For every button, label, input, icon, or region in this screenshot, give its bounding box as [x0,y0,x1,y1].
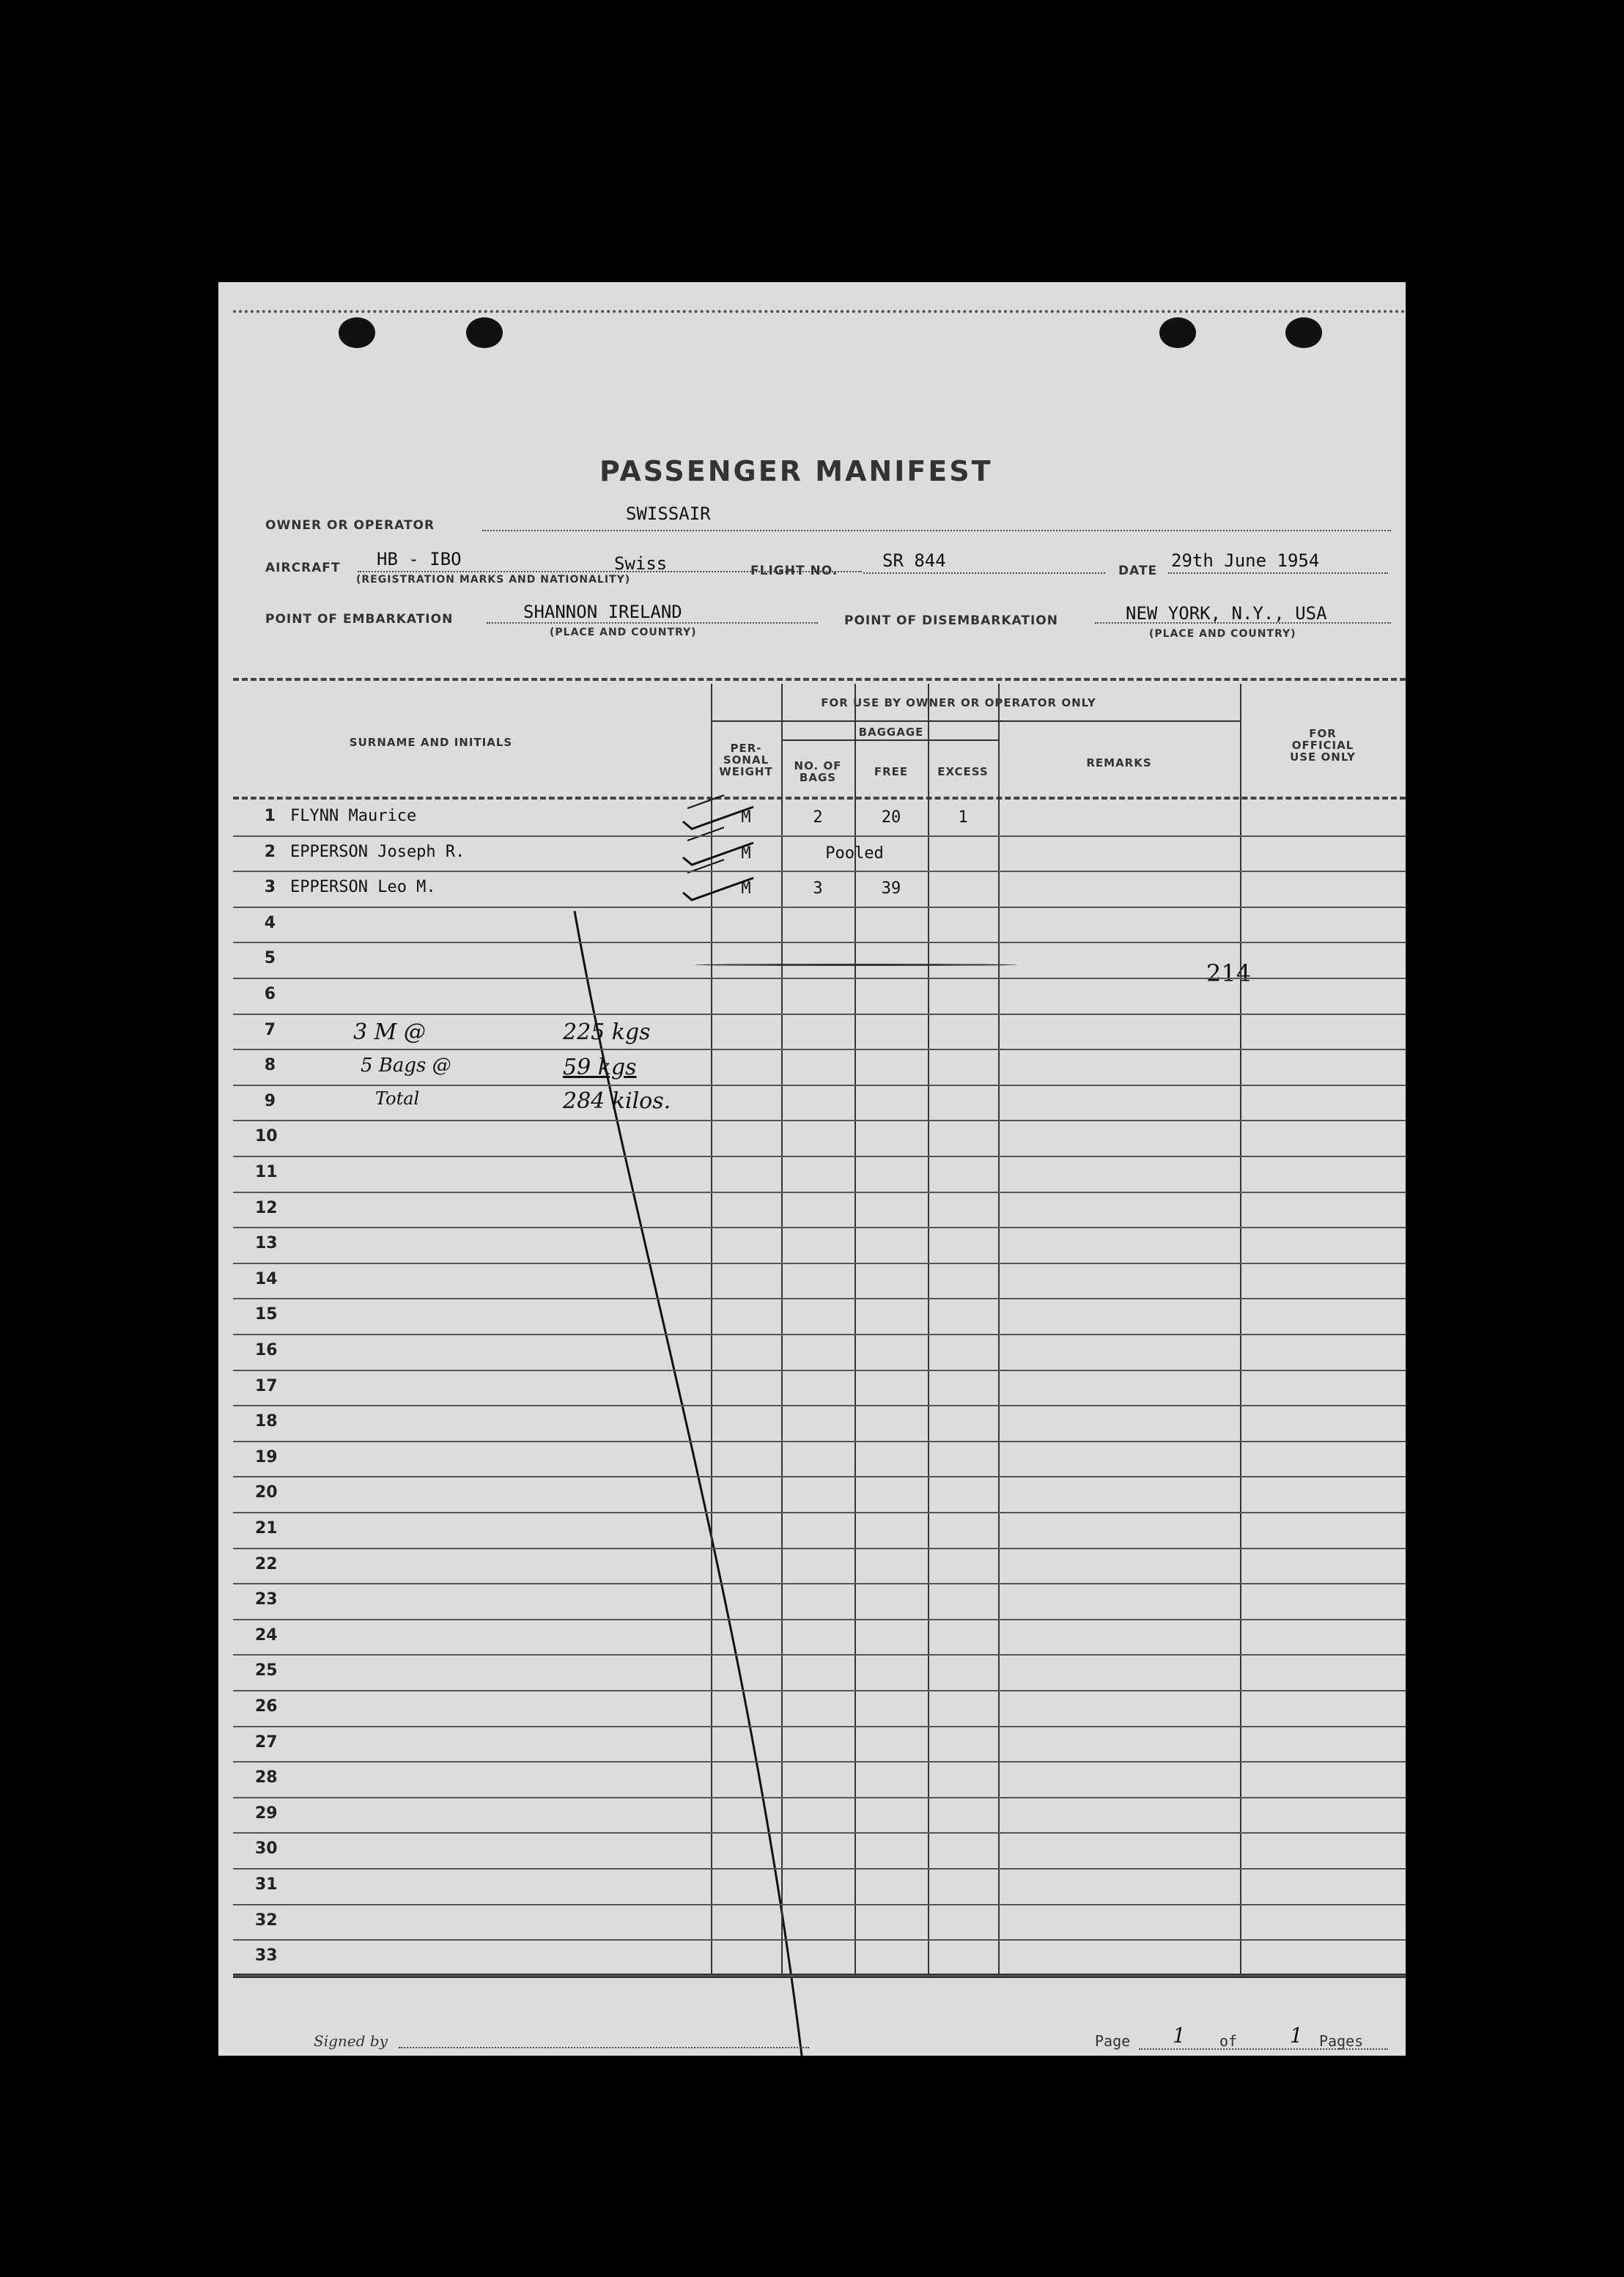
row-number: 9 [264,1091,276,1110]
table-row-line [233,1832,1406,1834]
row-number: 26 [255,1697,278,1716]
row-number: 13 [255,1234,278,1253]
table-row-line [233,1085,1406,1086]
table-row-line [233,1120,1406,1121]
table-row-line [233,1512,1406,1513]
table-row-line [233,1797,1406,1798]
remarks-header: REMARKS [1086,756,1152,770]
row-number: 29 [255,1804,278,1823]
passenger-name: EPPERSON Joseph R. [290,842,465,861]
column-divider [781,684,783,1974]
row-number: 31 [255,1875,278,1894]
excess-header: EXCESS [937,765,989,778]
table-row-line [233,871,1406,872]
row-number: 10 [255,1127,278,1146]
row-number: 3 [264,878,276,897]
aircraft-label: AIRCRAFT [265,561,341,575]
row-number: 16 [255,1341,278,1359]
row-number: 19 [255,1447,278,1466]
table-row-line [233,1939,1406,1941]
page-number: 1 [1173,2023,1186,2048]
hand-line2-right: 59 kgs [563,1055,637,1080]
row-number: 1 [264,807,276,825]
table-row-line [233,1263,1406,1264]
table-row-line [233,1583,1406,1584]
row-number: 5 [264,949,276,968]
table-row-line [233,978,1406,979]
cell-weight: M [741,808,751,827]
free-header: FREE [874,765,909,778]
check-mark-icon [680,838,761,868]
row-number: 25 [255,1661,278,1680]
date-label: DATE [1118,564,1158,578]
cell-free: 20 [881,808,901,827]
table-row-line [233,1405,1406,1406]
nationality-value: Swiss [614,553,668,574]
row-number: 28 [255,1768,278,1787]
hand-line1-right: 225 kgs [563,1019,651,1045]
cell-free: 39 [881,879,901,898]
cell-weight: M [741,879,751,898]
table-row-line [233,1192,1406,1193]
cell-weight: M [741,844,751,863]
row-number: 21 [255,1519,278,1538]
table-row-line [233,1975,1406,1977]
table-row-line [233,1476,1406,1477]
column-divider [1240,684,1241,1974]
table-row-line [233,1370,1406,1371]
table-row-line [233,907,1406,908]
cell-bags: 3 [813,879,823,898]
bags-header: NO. OF BAGS [794,759,842,784]
pages-label: Pages [1319,2032,1364,2050]
row-number: 32 [255,1911,278,1930]
table-row-line [233,1761,1406,1763]
row-number: 20 [255,1483,278,1502]
signed-by-label: Signed by [314,2032,388,2050]
row-number: 18 [255,1412,278,1431]
column-divider [855,684,856,1974]
owner-label: OWNER OR OPERATOR [265,518,435,533]
embarkation-label: POINT OF EMBARKATION [265,612,454,627]
registration-value: HB - IBO [377,549,462,569]
disembarkation-value: NEW YORK, N.Y., USA [1126,603,1327,624]
table-row-line [233,1014,1406,1015]
table-row-line [233,1654,1406,1656]
hand-line3-left: Total [375,1088,420,1109]
table-row-line [233,1441,1406,1442]
owner-use-header: FOR USE BY OWNER OR OPERATOR ONLY [821,696,1096,709]
flight-number-value: SR 844 [882,550,946,571]
cancellation-stroke [218,282,1406,2056]
of-label: of [1219,2032,1238,2050]
row-number: 23 [255,1590,278,1609]
surname-header: SURNAME AND INITIALS [349,736,513,749]
row-number: 11 [255,1163,278,1181]
table-row-line [233,1690,1406,1691]
page-total: 1 [1290,2023,1303,2048]
table-row-line [233,942,1406,943]
row-number: 4 [264,913,276,932]
passenger-name: EPPERSON Leo M. [290,878,436,897]
row-number: 33 [255,1946,278,1966]
embarkation-sublabel: (PLACE AND COUNTRY) [550,627,697,638]
flight-label: FLIGHT NO. [750,564,838,578]
hand-line2-left: 5 Bags @ [361,1055,451,1077]
owner-value: SWISSAIR [626,503,711,524]
row-number: 27 [255,1732,278,1752]
table-row-line [233,1726,1406,1727]
embarkation-value: SHANNON IRELAND [523,602,682,622]
row-number: 12 [255,1198,278,1217]
cell-bags: 2 [813,808,823,827]
table-row-line [233,1298,1406,1299]
page-label: Page [1095,2032,1131,2050]
column-divider [998,684,1000,1974]
table-row-line [233,1049,1406,1050]
page-line [1139,2048,1388,2050]
row-number: 6 [264,985,276,1003]
baggage-header: BAGGAGE [858,726,924,739]
check-mark-icon [680,874,761,903]
table-row-line [233,1227,1406,1228]
row-number: 8 [264,1056,276,1075]
table-row-line [233,1619,1406,1620]
row-number: 22 [255,1554,278,1573]
cell-bags: Pooled [825,844,884,863]
table-row-line [233,1548,1406,1549]
table-row-line [233,835,1406,837]
column-divider [928,684,929,1974]
row-number: 14 [255,1269,278,1288]
aircraft-sublabel: (REGISTRATION MARKS AND NATIONALITY) [356,574,631,586]
row-number: 30 [255,1839,278,1859]
table-row-line [233,1156,1406,1157]
row-number: 2 [264,842,276,861]
table-row-line [233,1868,1406,1870]
official-use-header: FOR OFFICIAL USE ONLY [1290,727,1356,764]
hand-line1-left: 3 M @ [353,1019,426,1045]
passenger-name: FLYNN Maurice [290,807,417,825]
signature-line [399,2047,809,2048]
table-row-line [233,1904,1406,1905]
manifest-sheet [218,282,1406,2056]
cell-excess: 1 [958,808,968,827]
remarks-total: 214 [1206,959,1252,987]
disembarkation-sublabel: (PLACE AND COUNTRY) [1149,628,1296,640]
check-mark-icon [680,802,761,832]
hand-line3-right: 284 kilos. [563,1088,671,1114]
row-number: 15 [255,1305,278,1324]
table-row-line [233,1334,1406,1335]
personal-weight-header: PER- SONAL WEIGHT [719,742,773,778]
page-title: PASSENGER MANIFEST [599,455,993,487]
disembarkation-label: POINT OF DISEMBARKATION [844,613,1058,628]
row-number: 7 [264,1020,276,1039]
date-value: 29th June 1954 [1171,550,1320,571]
row-number: 17 [255,1376,278,1395]
row-number: 24 [255,1625,278,1645]
